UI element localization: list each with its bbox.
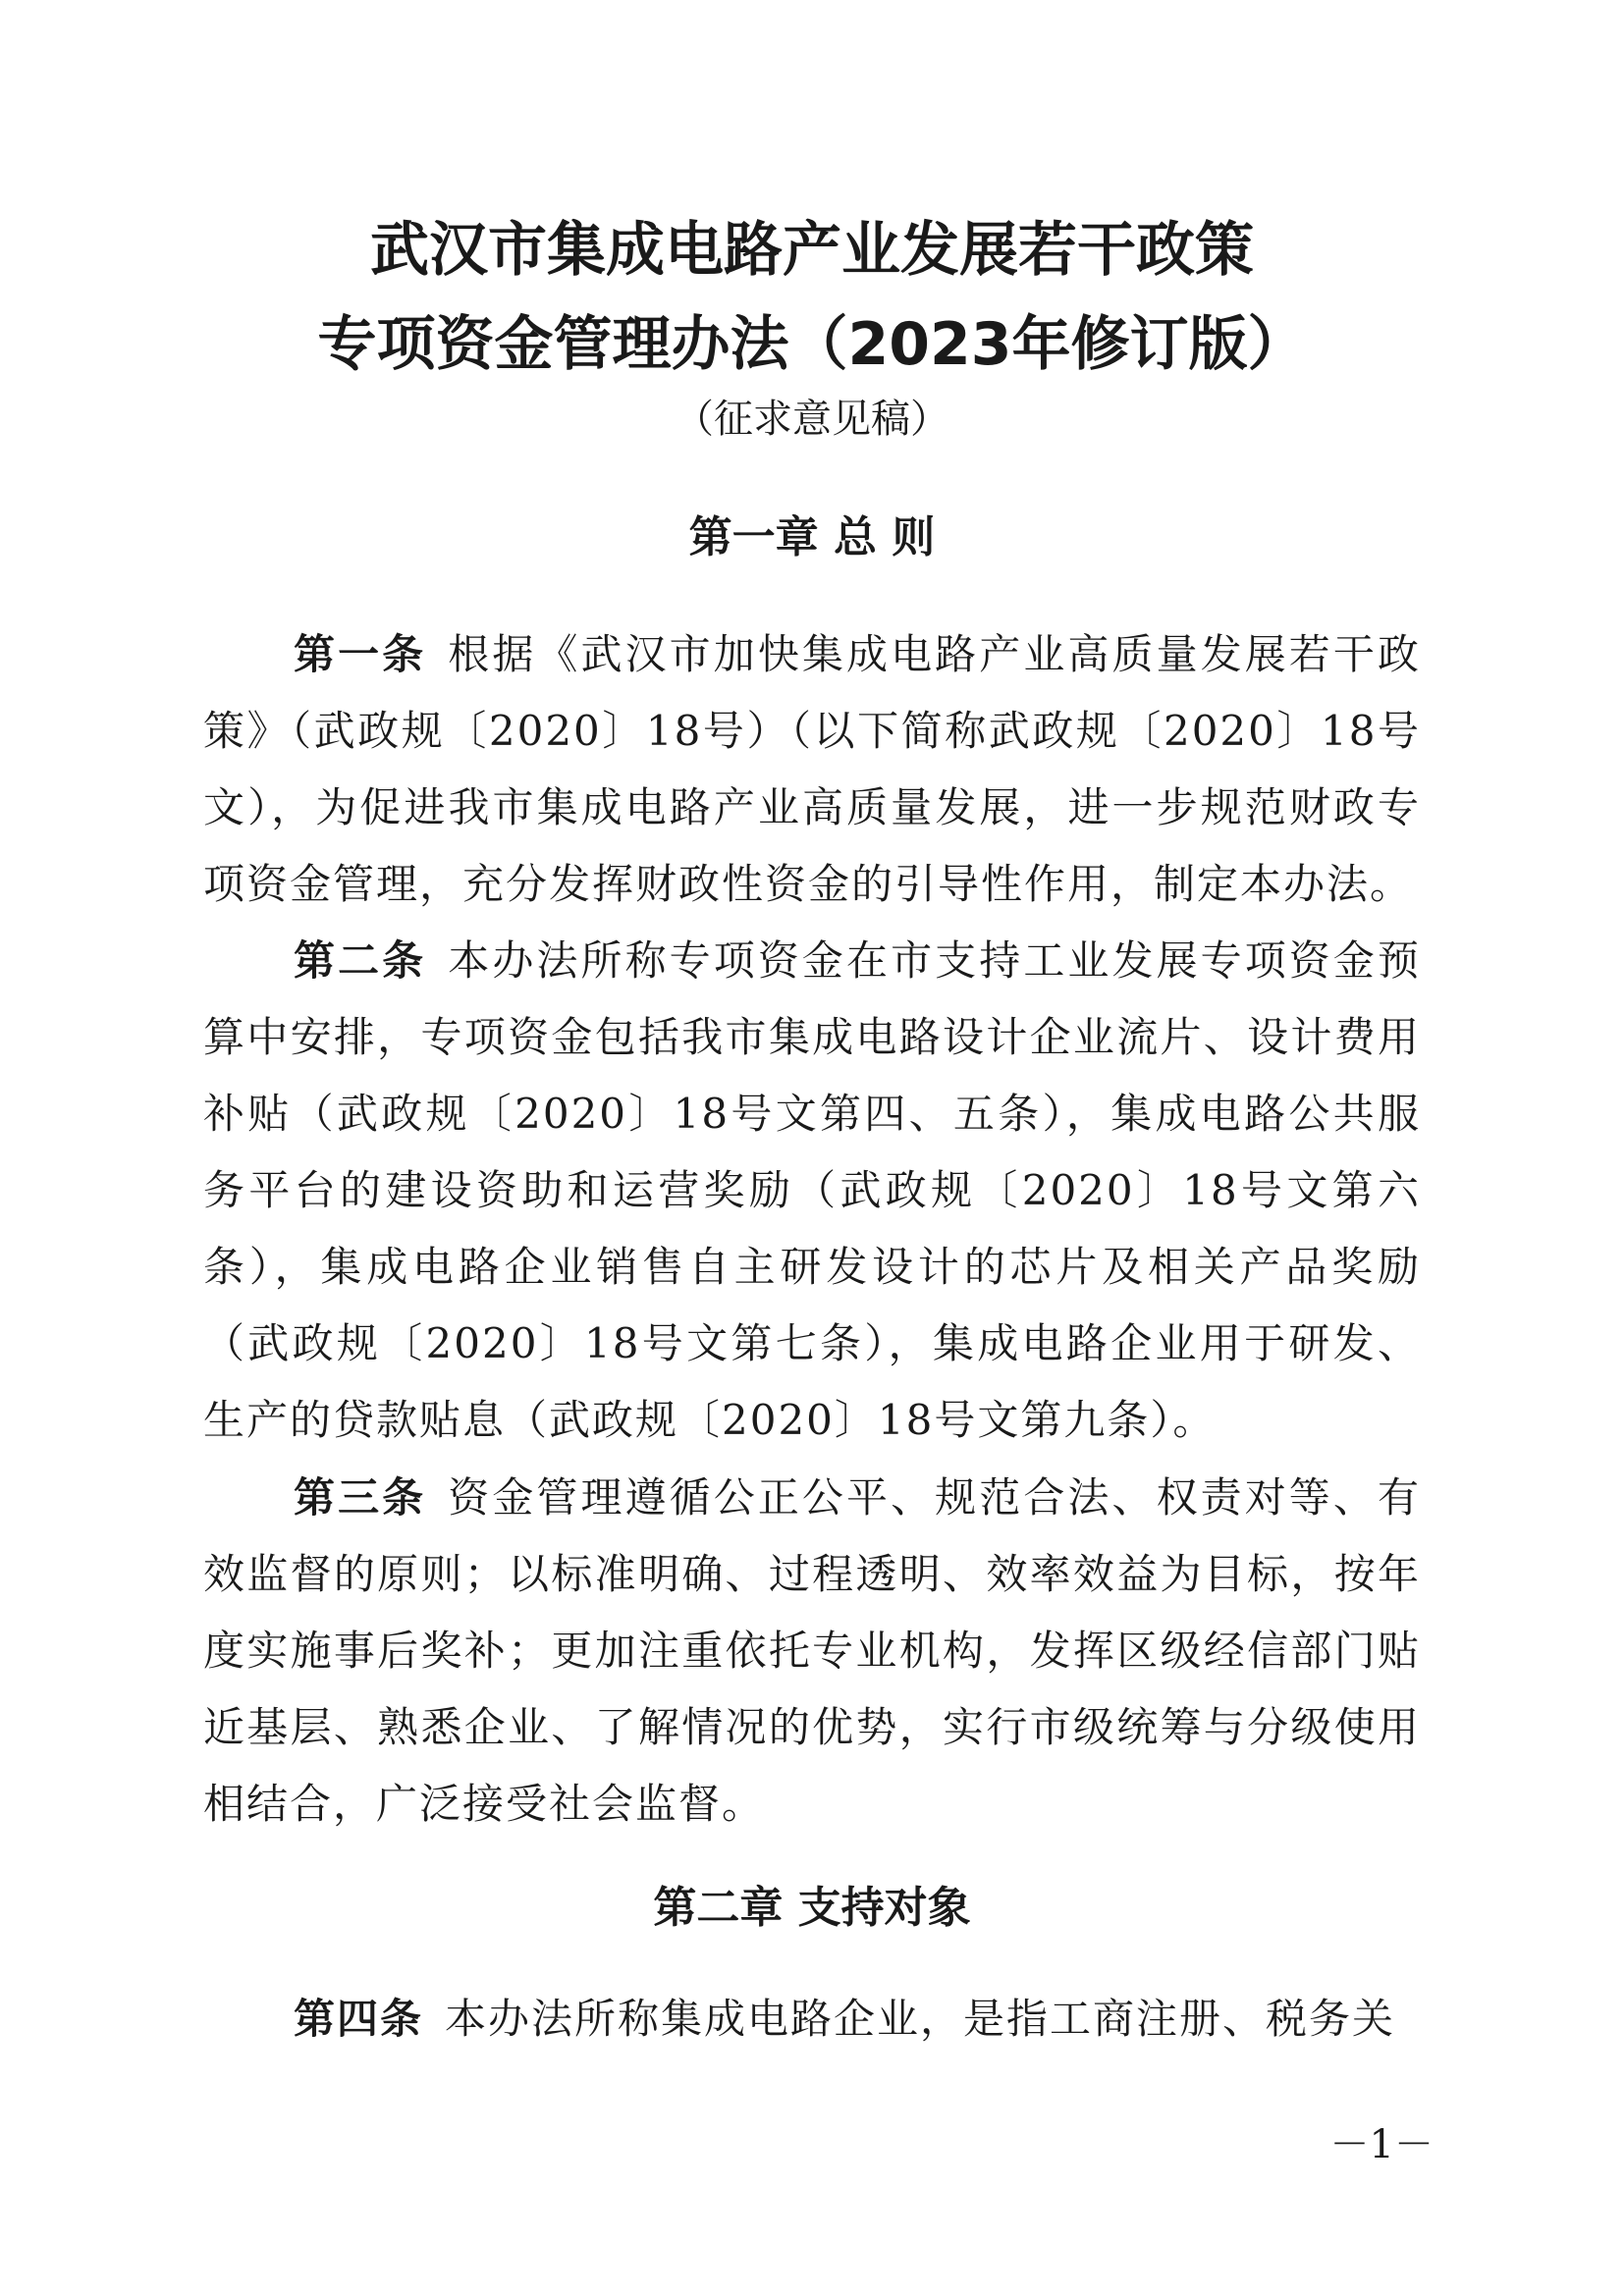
chapter-heading-1: 第一章 总 则 — [688, 512, 936, 562]
document-title-line-2: 专项资金管理办法（2023年修订版） — [317, 310, 1307, 379]
article-label: 第一条 — [294, 630, 427, 678]
article-text: 资金管理遵循公正公平、规范合法、权责对等、有效监督的原则；以标准明确、过程透明、效率效益为目标，按年度实施事后奖补；更加注重依托专业机构，发挥区级经信部门贴近基层、熟悉企业、了解情况的优势，实行市级统筹与分级使用相结合，广泛接受社会监督。 — [203, 1473, 1421, 1828]
article-label: 第三条 — [294, 1473, 427, 1522]
document-title-line-1: 武汉市集成电路产业发展若干政策 — [370, 216, 1254, 285]
article-label: 第四条 — [294, 1995, 424, 2043]
page-number: －1－ — [1329, 2122, 1434, 2167]
article-paragraph-2 — [203, 923, 1421, 1459]
article-paragraph-3 — [203, 1460, 1421, 1842]
article-paragraph-4 — [203, 1981, 1421, 2057]
article-text: 根据《武汉市加快集成电路产业高质量发展若干政策》（武政规〔2020〕18号）（以下简称武政规〔2020〕18号文），为促进我市集成电路产业高质量发展，进一步规范财政专项资金管理，充分发挥财政性资金的引导性作用，制定本办法。 — [203, 630, 1421, 908]
article-text: 本办法所称集成电路企业，是指工商注册、税务关 — [445, 1995, 1396, 2043]
document-subtitle: （征求意见稿） — [675, 397, 949, 442]
article-label: 第二条 — [294, 936, 427, 985]
article-text: 本办法所称专项资金在市支持工业发展专项资金预算中安排，专项资金包括我市集成电路设计企业流片、设计费用补贴（武政规〔2020〕18号文第四、五条），集成电路公共服务平台的建设资助和运营奖励（武政规〔2020〕18号文第六条），集成电路企业销售自主研发设计的芯片及相关产品奖励（武政规〔2020〕18号文第七条），集成电路企业用于研发、生产的贷款贴息（武政规〔2020〕18号文第九条）。 — [203, 936, 1421, 1444]
chapter-heading-2: 第二章 支持对象 — [653, 1883, 971, 1933]
article-paragraph-1 — [203, 616, 1421, 923]
